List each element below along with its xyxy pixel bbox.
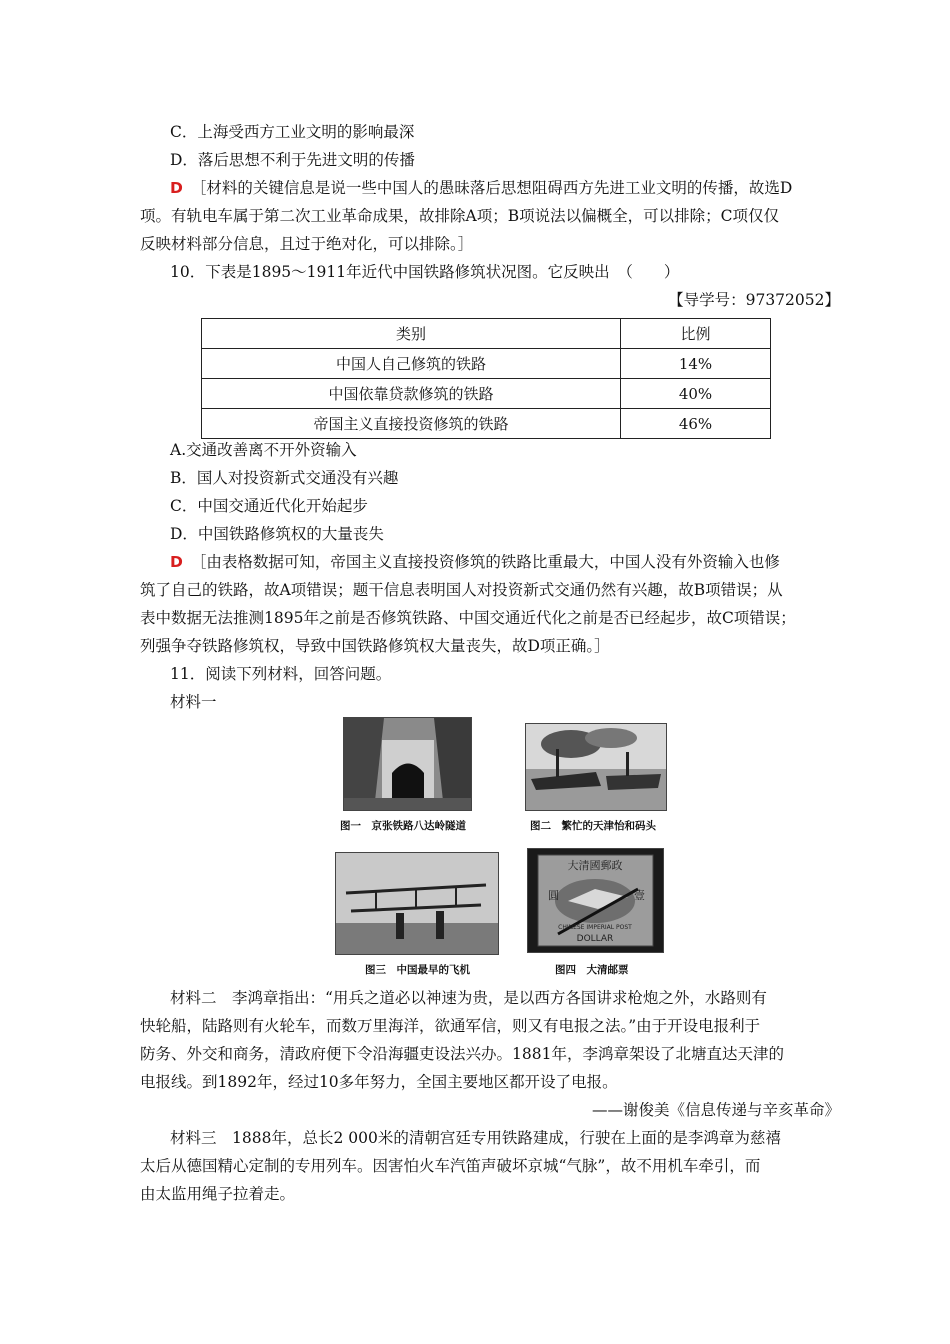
table-cell-ratio: 46% xyxy=(621,409,771,439)
stamp-denomination: DOLLAR xyxy=(576,934,614,944)
table-header-category: 类别 xyxy=(202,319,621,349)
q11-material-1-label: 材料一 xyxy=(170,693,217,711)
material-2-source: ——谢俊美《信息传递与辛亥革命》 xyxy=(591,1101,840,1119)
material-2-line-2: 快轮船，陆路则有火轮车，而数万里海洋，欲通军信，则又有电报之法。”由于开设电报利于 xyxy=(140,1017,761,1035)
q10-explanation-line-2: 筑了自己的铁路，故A项错误；题干信息表明国人对投资新式交通仍然有兴趣，故B项错误；从 xyxy=(140,581,783,599)
q9-option-c: C．上海受西方工业文明的影响最深 xyxy=(170,123,415,141)
photo-early-airplane xyxy=(335,852,499,955)
material-2-line-1: 材料二 李鸿章指出：“用兵之道必以神速为贵，是以西方各国讲求枪炮之外，水路则有 xyxy=(170,989,767,1007)
airplane-illustration xyxy=(336,853,498,954)
q10-explanation-line-1: D ［由表格数据可知，帝国主义直接投资修筑的铁路比重最大，中国人没有外资输入也修 xyxy=(170,553,780,571)
stamp-top-text: 大清國郵政 xyxy=(567,859,623,872)
stamp-left-text: 圓 xyxy=(548,889,559,902)
q10-option-d: D．中国铁路修筑权的大量丧失 xyxy=(170,525,384,543)
q11-stem: 11．阅读下列材料，回答问题。 xyxy=(170,665,392,683)
stamp-right-text: 壹 xyxy=(634,889,645,902)
material-3-line-2: 太后从德国精心定制的专用列车。因害怕火车汽笛声破坏京城“气脉”，故不用机车牵引，而 xyxy=(140,1157,761,1175)
table-cell-category: 中国人自己修筑的铁路 xyxy=(202,349,621,379)
q9-answer-letter: D xyxy=(170,179,183,197)
material-2-line-3: 防务、外交和商务，清政府便下令沿海疆吏设法兴办。1881年，李鸿章架设了北塘直达天津的 xyxy=(140,1045,784,1063)
q9-option-d: D．落后思想不利于先进文明的传播 xyxy=(170,151,415,169)
railway-table xyxy=(201,318,771,439)
caption-fig2: 图二 繁忙的天津怡和码头 xyxy=(530,820,656,832)
q10-option-a: A.交通改善离不开外资输入 xyxy=(170,441,357,459)
photo-qing-stamp xyxy=(527,848,664,953)
tunnel-illustration xyxy=(344,718,471,810)
caption-fig1: 图一 京张铁路八达岭隧道 xyxy=(340,820,466,832)
q9-explanation-line-1: D ［材料的关键信息是说一些中国人的愚昧落后思想阻碍西方先进工业文明的传播，故选D xyxy=(170,179,793,197)
caption-fig3: 图三 中国最早的飞机 xyxy=(365,964,470,976)
table-cell-category: 帝国主义直接投资修筑的铁路 xyxy=(202,409,621,439)
q10-option-b: B．国人对投资新式交通没有兴趣 xyxy=(170,469,399,487)
wharf-illustration xyxy=(526,724,666,810)
q10-guide-number: 【导学号：97372052】 xyxy=(668,291,840,309)
table-cell-ratio: 40% xyxy=(621,379,771,409)
q10-explanation-line-4: 列强争夺铁路修筑权，导致中国铁路修筑权大量丧失，故D项正确。］ xyxy=(140,637,610,655)
table-cell-ratio: 14% xyxy=(621,349,771,379)
q9-explanation-line-3: 反映材料部分信息，且过于绝对化，可以排除。］ xyxy=(140,235,474,253)
table-cell-category: 中国依靠贷款修筑的铁路 xyxy=(202,379,621,409)
q10-option-c: C．中国交通近代化开始起步 xyxy=(170,497,368,515)
material-3-line-3: 由太监用绳子拉着走。 xyxy=(140,1185,296,1203)
stamp-english-line: CHINESE IMPERIAL POST xyxy=(558,924,632,931)
table-row xyxy=(202,409,771,439)
table-header-row xyxy=(202,319,771,349)
q9-explanation-line-2: 项。有轨电车属于第二次工业革命成果，故排除A项；B项说法以偏概全，可以排除；C项仅仅 xyxy=(140,207,779,225)
material-2-line-4: 电报线。到1892年，经过10多年努力，全国主要地区都开设了电报。 xyxy=(140,1073,618,1091)
table-row xyxy=(202,379,771,409)
q10-stem: 10．下表是1895～1911年近代中国铁路修筑状况图。它反映出 （ ） xyxy=(170,263,680,281)
stamp-illustration xyxy=(528,849,663,952)
material-3-line-1: 材料三 1888年，总长2 000米的清朝宫廷专用铁路建成，行驶在上面的是李鸿章为慈禧 xyxy=(170,1129,781,1147)
q10-answer-letter: D xyxy=(170,553,183,571)
photo-badaling-tunnel xyxy=(343,717,472,811)
table-header-ratio: 比例 xyxy=(621,319,771,349)
photo-tianjin-wharf xyxy=(525,723,667,811)
caption-fig4: 图四 大清邮票 xyxy=(555,964,629,976)
q10-explanation-line-3: 表中数据无法推测1895年之前是否修筑铁路、中国交通近代化之前是否已经起步，故C项错误； xyxy=(140,609,796,627)
table-row xyxy=(202,349,771,379)
